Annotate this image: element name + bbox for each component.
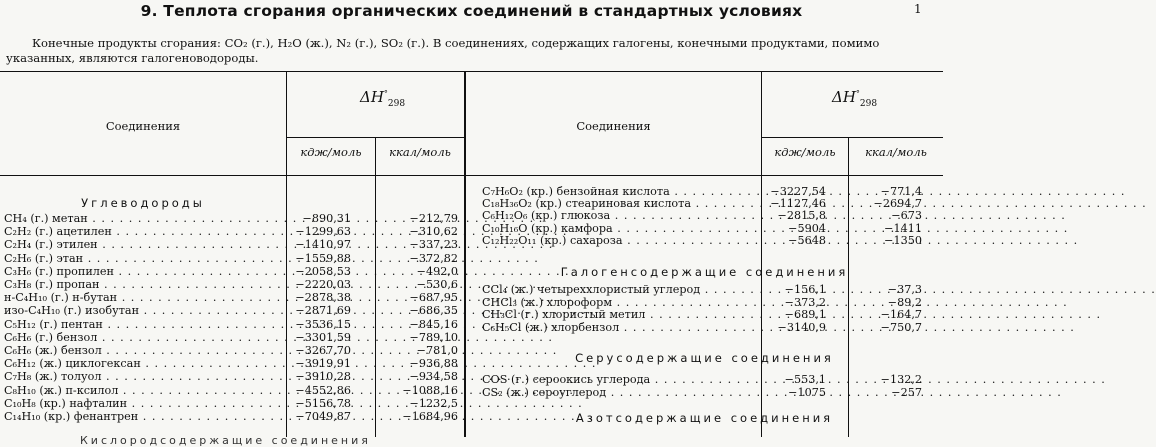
unit-kj-right: кдж/моль (774, 145, 836, 159)
value-kj: −156,1 (784, 283, 826, 296)
value-kj: −4552,86 (295, 383, 351, 397)
table-row (482, 284, 940, 296)
unit-kcal-left: ккал/моль (389, 145, 451, 159)
table-row (4, 239, 459, 251)
table-row (482, 210, 940, 222)
table-row (482, 322, 940, 334)
compound-name: CH₃Cl (г.) хлористый метил . . . (482, 309, 760, 321)
value-kcal: −686,35 (409, 304, 458, 318)
header-bottom-rule (0, 175, 943, 176)
compound-name: C₆H₁₂O₆ (кр.) глюкоза . . . (482, 210, 760, 222)
compound-name: C₂H₆ (г.) этан . . . (4, 253, 284, 265)
value-kj: −1075 (788, 385, 826, 399)
compound-col-header-right: Соединения (576, 119, 651, 133)
value-kcal: −771,4 (880, 185, 922, 198)
value-kcal: −132,2 (880, 373, 922, 386)
table-row (4, 371, 459, 383)
value-kj: −2878,38 (295, 291, 351, 305)
value-kcal: −257 (891, 385, 922, 399)
compound-name: C₁₂H₂₂O₁₁ (кр.) сахароза . . . (482, 235, 760, 247)
table-row (4, 332, 459, 344)
value-kj: −2058,53 (295, 264, 351, 278)
combustion-table (0, 71, 943, 447)
value-kcal: −1411 (884, 221, 922, 235)
value-kcal: −37,3 (887, 283, 922, 296)
table-row (4, 385, 459, 397)
table-row (4, 319, 459, 331)
unit-kj-left: кдж/моль (300, 145, 362, 159)
value-kcal: −1350 (884, 233, 922, 247)
table-row (4, 345, 459, 357)
compound-name: C₈H₁₀ (ж.) п-ксилол . . . (4, 385, 284, 397)
header-split-rule (762, 137, 943, 138)
value-kcal: −781,0 (416, 344, 458, 357)
value-kj: −3919,91 (295, 357, 351, 371)
table-row (4, 253, 459, 265)
value-kcal: −164,7 (880, 308, 922, 322)
value-kj: −1299,63 (295, 225, 351, 239)
value-kcal: −789,10 (409, 330, 458, 344)
value-kj: −890,31 (302, 212, 351, 225)
value-kj: −7049,87 (295, 410, 351, 423)
compound-name: C₆H₆ (ж.) бензол . . . (4, 345, 284, 357)
value-kj: −2815,8 (777, 209, 826, 223)
table-row (482, 198, 940, 210)
value-kj: −1127,46 (770, 197, 826, 211)
table-row (4, 266, 459, 278)
compound-name: C₁₈H₃₆O₂ (кр.) стеариновая кислота . . . (482, 198, 760, 210)
table-row (4, 292, 459, 304)
section-heading: Азотсодержащие соединения (575, 411, 834, 425)
value-kj: −689,1 (784, 308, 826, 322)
table-row (482, 186, 940, 198)
header-split-rule (287, 137, 464, 138)
compound-name: C₇H₆O₂ (кр.) бензойная кислота . . . (482, 186, 760, 198)
value-kj: −2220,03 (295, 278, 351, 291)
value-kcal: −337,23 (409, 238, 458, 252)
compound-name: C₁₀H₁₆O (кр.) камфора . . . (482, 223, 760, 235)
value-kj: −3910,28 (295, 370, 351, 384)
table-row (4, 411, 459, 423)
section-heading: Серусодержащие соединения (575, 351, 834, 365)
compound-name: CCl₄ (ж.) четыреххлористый углерод . . . (482, 284, 760, 296)
compound-name: COS (г.) сероокись углерода . . . (482, 374, 760, 386)
value-kcal: −310,62 (409, 225, 458, 239)
table-row (4, 305, 459, 317)
compound-name: C₃H₈ (г.) пропан . . . (4, 279, 284, 291)
value-kj: −5904 (788, 221, 826, 235)
value-kcal: −372,82 (409, 251, 458, 265)
value-kcal: −936,88 (409, 357, 458, 371)
page-number: 1 (914, 2, 922, 16)
table-row (4, 358, 459, 370)
value-kcal: −530,6 (416, 278, 458, 291)
compound-name: C₂H₄ (г.) этилен . . . (4, 239, 284, 251)
value-kcal: −687,95 (409, 291, 458, 305)
value-kcal: −89,2 (887, 295, 922, 309)
compound-name: C₁₀H₈ (кр.) нафталин . . . (4, 398, 284, 410)
value-kcal: −492,0 (416, 264, 458, 278)
enthalpy-header-left: $\Delta H^\circ_{298}$ (360, 88, 406, 109)
table-row (482, 387, 940, 399)
cut-off-heading: Кислородсодержащие соединения (80, 434, 371, 447)
compound-name: н-C₄H₁₀ (г.) н-бутан . . . (4, 292, 284, 304)
value-kcal: −212,79 (409, 212, 458, 225)
value-kcal: −845,16 (409, 317, 458, 331)
table-row (482, 374, 940, 386)
compound-name: C₆H₁₂ (ж.) циклогексан . . . (4, 358, 284, 370)
table-title: 9. Теплота сгорания органических соединений в стандартных условиях (140, 2, 803, 20)
value-kcal: −1088,16 (402, 383, 458, 397)
compound-name: C₅H₁₂ (г.) пентан . . . (4, 319, 284, 331)
table-row (4, 213, 459, 225)
value-kcal: −2694,7 (873, 197, 922, 211)
table-row (482, 297, 940, 309)
section-heading: Углеводороды (81, 196, 205, 210)
value-kj: −3301,59 (295, 330, 351, 344)
value-kcal: −1684,96 (402, 410, 458, 423)
compound-name: CS₂ (ж.) сероуглерод . . . (482, 387, 760, 399)
table-row (4, 226, 459, 238)
value-kj: −5648 (788, 233, 826, 247)
value-kj: −5156,78 (295, 396, 351, 410)
table-row (482, 235, 940, 247)
compound-name: C₆H₆ (г.) бензол . . . (4, 332, 284, 344)
section-heading: Галогенсодержащие соединения (560, 265, 849, 279)
value-kj: −553,1 (784, 373, 826, 386)
value-kcal: −934,58 (409, 370, 458, 384)
compound-name: CHCl₃ (ж.) хлороформ . . . (482, 297, 760, 309)
value-kcal: −1232,5 (409, 396, 458, 410)
value-kj: −1410,97 (295, 238, 351, 252)
value-kj: −2871,69 (295, 304, 351, 318)
compound-col-header-left: Соединения (105, 119, 181, 133)
value-kj: −373,2 (784, 295, 826, 309)
enthalpy-header-right: $\Delta H^\circ_{298}$ (832, 88, 878, 109)
table-row (482, 223, 940, 235)
compound-name: C₁₄H₁₀ (кр.) фенантрен . . . (4, 411, 284, 423)
table-row (4, 279, 459, 291)
compound-name: C₆H₅Cl (ж.) хлорбензол . . . (482, 322, 760, 334)
value-kj: −3227,54 (770, 185, 826, 198)
table-row (482, 309, 940, 321)
value-kcal: −673 (891, 209, 922, 223)
unit-kcal-right: ккал/моль (865, 145, 927, 159)
value-kj: −3267,70 (295, 344, 351, 357)
compound-name: C₃H₆ (г.) пропилен . . . (4, 266, 284, 278)
compound-name: C₇H₈ (ж.) толуол . . . (4, 371, 284, 383)
table-row (4, 398, 459, 410)
value-kj: −3140,9 (777, 320, 826, 334)
compound-name: C₂H₂ (г.) ацетилен . . . (4, 226, 284, 238)
compound-name: изо-C₄H₁₀ (г.) изобутан . . . (4, 305, 284, 317)
value-kj: −3536,15 (295, 317, 351, 331)
compound-name: CH₄ (г.) метан . . . (4, 213, 284, 225)
value-kcal: −750,7 (880, 320, 922, 334)
table-note: Конечные продукты сгорания: CO₂ (г.), H₂O (ж.), N₂ (г.), SO₂ (г.). В соединениях, содержащих галогены, конечными продуктами, помимо указанных, являются галогеноводороды. (6, 36, 880, 65)
value-kj: −1559,88 (295, 251, 351, 265)
